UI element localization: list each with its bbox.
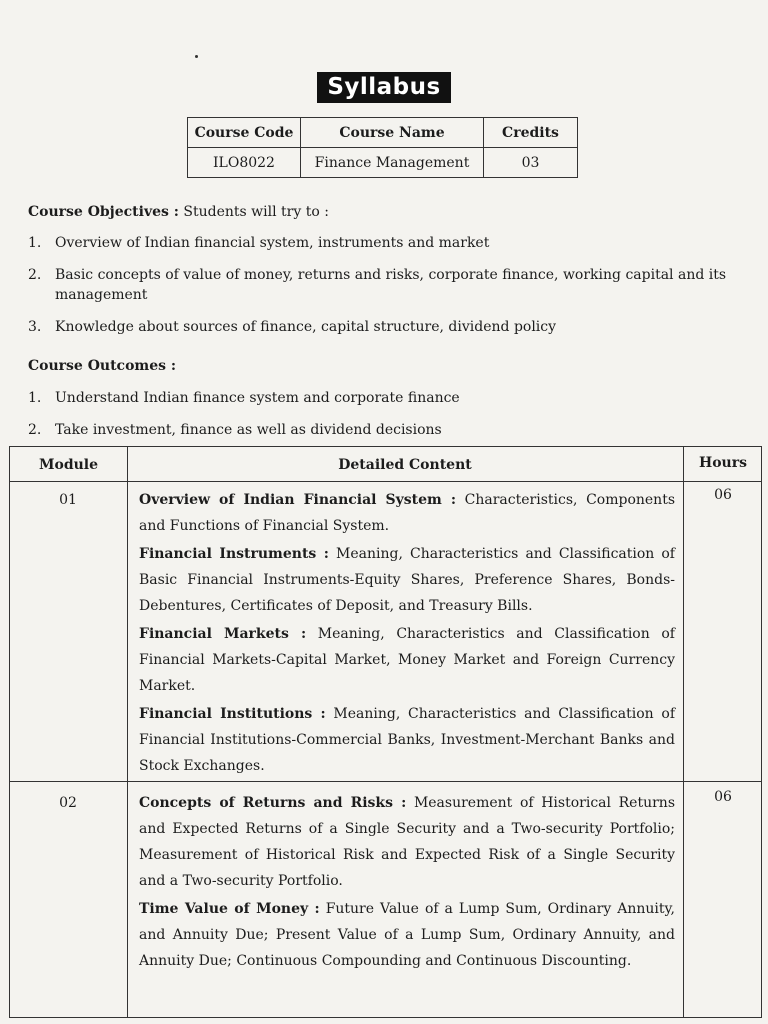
topic [139,621,675,699]
topic-title: Financial Institutions : [139,706,326,722]
objectives-list [28,233,750,337]
topic-text: Meaning, Characteristics and Classification of Financial Markets-Capital Market, Money Market and Foreign Currency Market. [139,626,675,694]
topic-title: Overview of Indian Financial System : [139,492,457,508]
list-number: 1. [28,235,42,251]
objectives-heading: Course Objectives : [28,204,179,220]
hours-header: Hours [698,455,747,471]
outcomes-list [28,388,750,440]
module-hours: 06 [714,789,732,805]
content-header: Detailed Content [338,457,472,473]
module-number: 02 [59,795,77,811]
course-table [187,117,578,178]
topic [139,541,675,619]
objectives-section [28,202,750,349]
objectives-intro: Students will try to : [183,204,329,220]
objectives-heading-line [28,202,750,222]
outcomes-heading: Course Outcomes : [28,358,177,374]
module-number: 01 [59,492,77,508]
module-hours: 06 [714,487,732,503]
page-title: Syllabus [317,72,450,103]
list-number: 2. [28,267,42,283]
list-text: Basic concepts of value of money, returns and risks, corporate finance, working capital and its management [55,267,727,303]
list-item [28,317,750,337]
list-number: 1. [28,390,42,406]
credits-value: 03 [484,148,578,178]
credits-header: Credits [484,118,578,148]
course-code-value: ILO8022 [188,148,301,178]
topic-text: Measurement of Historical Returns and Expected Returns of a Single Security and a Two-security Portfolio; Measurement of Historical Risk and Expected Risk of a Single Security and a Two-security Portfolio. [139,795,676,889]
topic-text: Meaning, Characteristics and Classification of Basic Financial Instruments-Equity Shares, Preference Shares, Bonds-Debentures, Certificates of Deposit, and Treasury Bills. [139,546,675,614]
module-content [139,487,675,781]
topic [139,896,675,974]
topic-title: Concepts of Returns and Risks : [139,795,407,811]
course-name-header: Course Name [301,118,484,148]
row-divider [10,481,761,482]
list-item [28,420,750,440]
column-divider [127,447,128,1017]
topic-text: Characteristics, Components and Functions of Financial System. [139,492,676,534]
column-divider [683,447,684,1017]
title-wrap [0,72,768,103]
list-item [28,265,750,305]
topic-title: Financial Markets : [139,626,307,642]
list-text: Understand Indian finance system and corporate finance [55,390,460,406]
list-number: 3. [28,319,42,335]
list-item [28,233,750,253]
topic [139,701,675,779]
list-text: Overview of Indian financial system, instruments and market [55,235,490,251]
course-table-row [188,148,578,178]
row-divider [10,781,761,782]
topic-title: Time Value of Money : [139,901,320,917]
topic [139,790,675,894]
list-text: Knowledge about sources of finance, capital structure, dividend policy [55,319,557,335]
course-name-value: Finance Management [301,148,484,178]
course-code-header: Course Code [188,118,301,148]
module-table [9,446,762,1018]
course-table-header-row [188,118,578,148]
list-number: 2. [28,422,42,438]
topic-text: Meaning, Characteristics and Classification of Financial Institutions-Commercial Banks, Investment-Merchant Banks and Stock Exchanges. [139,706,676,774]
scan-speck [195,55,198,58]
topic [139,487,675,539]
outcomes-section [28,356,750,452]
list-item [28,388,750,408]
topic-text: Future Value of a Lump Sum, Ordinary Annuity, and Annuity Due; Present Value of a Lump Sum, Ordinary Annuity, and Annuity Due; Continuous Compounding and Continuous Discounting. [139,901,676,969]
list-text: Take investment, finance as well as dividend decisions [55,422,442,438]
module-header: Module [38,457,99,473]
module-content [139,790,675,976]
topic-title: Financial Instruments : [139,546,329,562]
